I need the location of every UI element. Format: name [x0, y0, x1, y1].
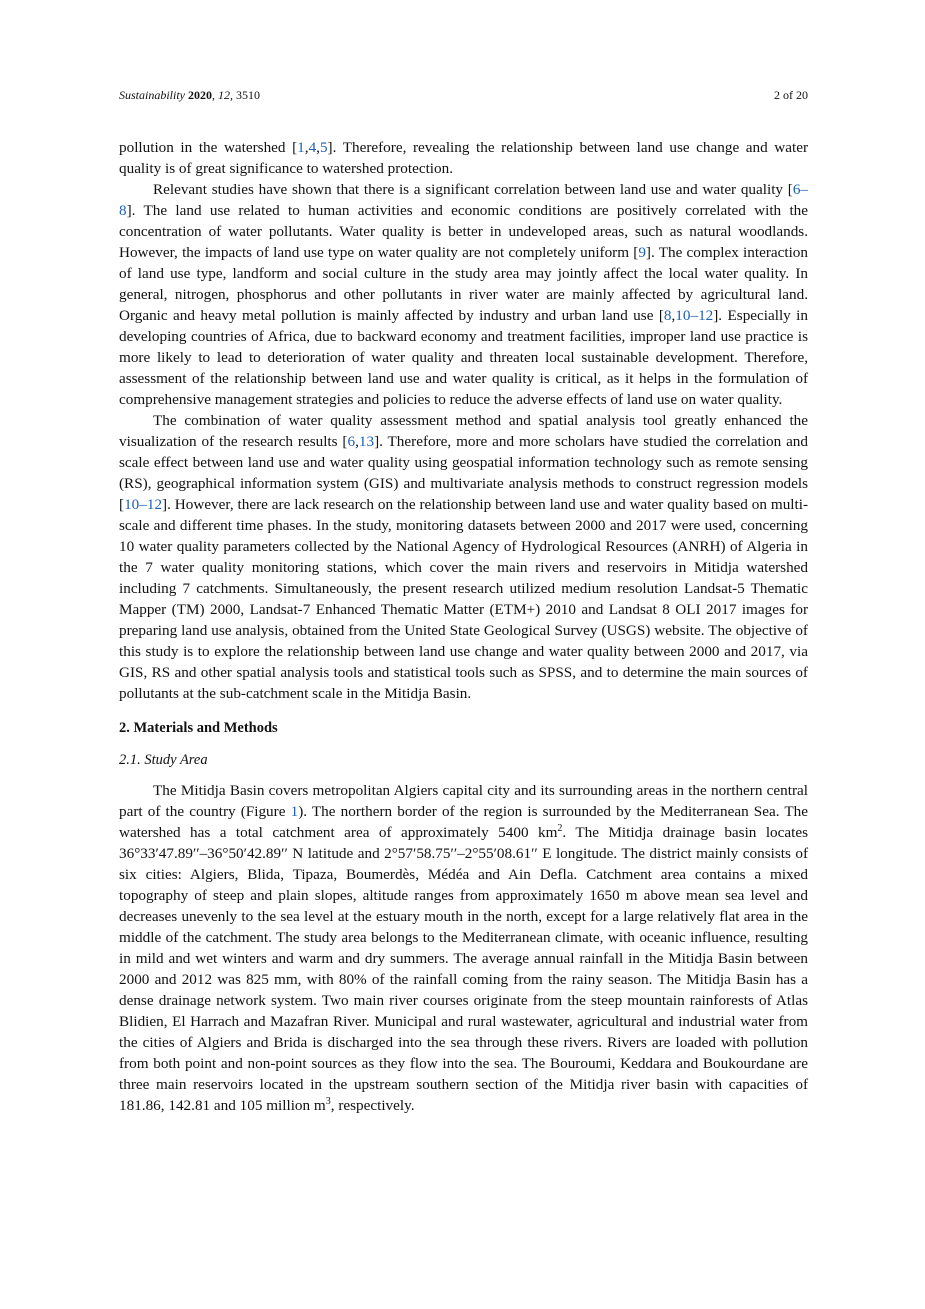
- journal-year: 2020: [188, 88, 212, 102]
- citation-link[interactable]: 5: [319, 139, 328, 156]
- article-number: 3510: [236, 88, 260, 102]
- section-heading: 2. Materials and Methods: [119, 720, 278, 736]
- citation-link[interactable]: 1: [297, 139, 305, 156]
- text-run: , respectively.: [330, 1097, 415, 1114]
- paragraph-1: pollution in the watershed [1,4,5]. Therefore, revealing the relationship between land use change and water quality is of great significance to watershed protection.: [119, 139, 808, 177]
- text-run: ]. Therefore, more and more scholars have studied the correlation and scale effect between land use and water quality using geospatial information technology such as remote sensing (RS), geographical information system (GIS) and multivariate analysis methods to construct regression models [: [119, 433, 808, 513]
- citation-link[interactable]: 4: [308, 139, 317, 156]
- text-run: The combination of water quality assessment method and spatial analysis tool greatly enhanced the visualization of the research results [: [119, 412, 808, 450]
- citation-link[interactable]: 6–8: [119, 181, 808, 219]
- text-run: pollution in the watershed [: [119, 139, 298, 156]
- page-number: 2 of 20: [774, 88, 808, 102]
- text-run: The Mitidja Basin covers metropolitan Algiers capital city and its surrounding areas in the northern central part of the country (Figure: [119, 782, 808, 820]
- article-body: [119, 137, 808, 1116]
- text-run: . The Mitidja drainage basin locates 36°33′47.89′′–36°50′42.89′′ N latitude and 2°57′58.75′′–2°55′08.61′′ E longitude. The district mainly consists of six cities: Algiers, Blida, Tipaza, Boumerdès, Médéa and Ain Defla. Catchment area contains a mixed topography of steep and plain slopes, altitude ranges from approximately 1650 m above mean sea level and decreases unevenly to the sea level at the estuary mouth in the north, except for a large relatively flat area in the middle of the catchment. The study area belongs to the Mediterranean climate, with oceanic influence, resulting in mild and wet winters and warm and dry summers. The average annual rainfall in the Mitidja Basin between 2000 and 2012 was 825 mm, with 80% of the rainfall coming from the rainy season. The Mitidja Basin has a dense drainage network system. Two main river courses originate from the steep mountain rainforests of Atlas Blidien, El Harrach and Mazafran River. Municipal and rural wastewater, agricultural and industrial water from the cities of Algiers and Brida is discharged into the sea through these rivers. Rivers are loaded with pollution from both point and non-point sources as they flow into the sea. The Bouroumi, Keddara and Boukourdane are three main reservoirs located in the upstream southern section of the Mitidja river basin with capacities of 181.86, 142.81 and 105 million m: [119, 824, 808, 1114]
- running-header: [119, 88, 808, 103]
- text-run: ). The northern border of the region is surrounded by the Mediterranean Sea. The watershed has a total catchment area of approximately 5400 km: [119, 803, 809, 841]
- citation-link[interactable]: 10–12: [124, 496, 163, 513]
- citation-link[interactable]: 6: [347, 433, 356, 450]
- text-run: ]. However, there are lack research on the relationship between land use and water quality based on multi-scale and different time phases. In the study, monitoring datasets between 2000 and 2017 were used, concerning 10 water quality parameters collected by the National Agency of Hydrological Resources (ANRH) of Algeria in the 7 water quality monitoring stations, which cover the main rivers and reservoirs in Mitidja watershed including 7 catchments. Simultaneously, the present research utilized medium resolution Landsat-5 Thematic Mapper (TM) 2000, Landsat-7 Enhanced Thematic Matter (ETM+) 2010 and Landsat 8 OLI 2017 images for preparing land use analysis, obtained from the United State Geological Survey (USGS) website. The objective of this study is to explore the relationship between land use change and water quality between 2000 and 2017, via GIS, RS and other spatial analysis tools and statistical tools such as SPSS, and to determine the main sources of pollutants at the sub-catchment scale in the Mitidja Basin.: [119, 496, 808, 702]
- citation-link[interactable]: 8: [663, 307, 672, 324]
- superscript: 2: [557, 822, 563, 834]
- paragraph-3: The combination of water quality assessment method and spatial analysis tool greatly enhanced the visualization of the research results [6,13]. Therefore, more and more scholars have studied the correlation and scale effect between land use and water quality using geospatial information technology such as remote sensing (RS), geographical information system (GIS) and multivariate analysis methods to construct regression models [10–12]. However, there are lack research on the relationship between land use and water quality based on multi-scale and different time phases. In the study, monitoring datasets between 2000 and 2017 were used, concerning 10 water quality parameters collected by the National Agency of Hydrological Resources (ANRH) of Algeria in the 7 water quality monitoring stations, which cover the main rivers and reservoirs in Mitidja watershed including 7 catchments. Simultaneously, the present research utilized medium resolution Landsat-5 Thematic Mapper (TM) 2000, Landsat-7 Enhanced Thematic Matter (ETM+) 2010 and Landsat 8 OLI 2017 images for preparing land use analysis, obtained from the United State Geological Survey (USGS) website. The objective of this study is to explore the relationship between land use change and water quality between 2000 and 2017, via GIS, RS and other spatial analysis tools and statistical tools such as SPSS, and to determine the main sources of pollutants at the sub-catchment scale in the Mitidja Basin.: [119, 412, 808, 702]
- citation-link[interactable]: 9: [638, 244, 646, 261]
- citation-link[interactable]: 10–12: [675, 307, 714, 324]
- text-run: ]. The land use related to human activities and economic conditions are positively correlated with the concentration of water pollutants. Water quality is better in undeveloped areas, such as natural woodlands. However, the impacts of land use type on water quality are not completely uniform [: [119, 202, 808, 261]
- journal-name: Sustainability: [119, 88, 185, 102]
- text-run: ]. Especially in developing countries of Africa, due to backward economy and treatment facilities, improper land use practice is more likely to lead to deterioration of water quality and threaten local sustainable development. Therefore, assessment of the relationship between land use and water quality is critical, as it helps in the formulation of comprehensive management strategies and policies to reduce the adverse effects of land use on water quality.: [119, 307, 808, 408]
- paragraph-2: Relevant studies have shown that there is a significant correlation between land use and water quality [6–8]. The land use related to human activities and economic conditions are positively correlated with the concentration of water pollutants. Water quality is better in undeveloped areas, such as natural woodlands. However, the impacts of land use type on water quality are not completely uniform [9]. The complex interaction of land use type, landform and social culture in the study area may jointly affect the local water quality. In general, nitrogen, phosphorus and other pollutants in river water are mainly affected by agricultural land. Organic and heavy metal pollution is mainly affected by industry and urban land use [8,10–12]. Especially in developing countries of Africa, due to backward economy and treatment facilities, improper land use practice is more likely to lead to deterioration of water quality and threaten local sustainable development. Therefore, assessment of the relationship between land use and water quality is critical, as it helps in the formulation of comprehensive management strategies and policies to reduce the adverse effects of land use on water quality.: [119, 181, 808, 408]
- figure-link[interactable]: 1: [290, 803, 299, 820]
- citation-link[interactable]: 13: [358, 433, 375, 450]
- journal-volume: 12: [218, 88, 230, 102]
- text-run: ]. The complex interaction of land use type, landform and social culture in the study area may jointly affect the local water quality. In general, nitrogen, phosphorus and other pollutants in river water are mainly affected by agricultural land. Organic and heavy metal pollution is mainly affected by industry and urban land use [: [119, 244, 808, 324]
- superscript: 3: [325, 1095, 331, 1107]
- subsection-heading: 2.1. Study Area: [119, 752, 208, 768]
- text-run: Relevant studies have shown that there is a significant correlation between land use and water quality [: [153, 181, 793, 198]
- text-run: ]. Therefore, revealing the relationship between land use change and water quality is of great significance to watershed protection.: [119, 139, 808, 177]
- paragraph-4: [119, 780, 808, 1116]
- journal-citation: Sustainability 2020, 12, 3510: [119, 88, 260, 102]
